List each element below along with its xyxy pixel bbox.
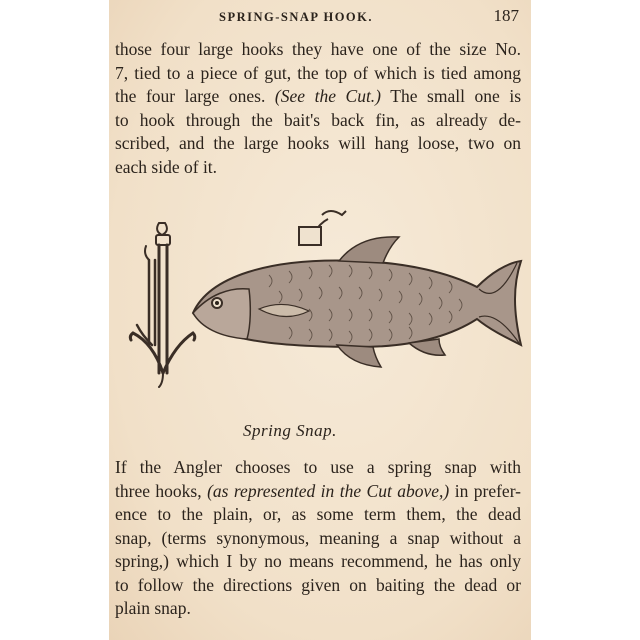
text-line	[115, 85, 521, 109]
paragraph-2	[115, 456, 521, 621]
text-line: scribed, and the large hooks will hang loose, two on	[115, 133, 521, 153]
text-line: 7, tied to a piece of gut, the top of which is tied among	[115, 62, 521, 83]
running-head: SPRING-SNAP HOOK.	[219, 10, 373, 24]
text-line: ence to the plain, or, as some term them, the dead	[115, 504, 521, 524]
page-number: 187	[493, 6, 519, 25]
italic-reference: (as represented in the Cut above,)	[207, 480, 450, 501]
italic-reference: (See the Cut.)	[274, 86, 382, 106]
text-segment: the four large ones.	[115, 86, 266, 106]
text-line: plain snap.	[115, 598, 191, 618]
text-line	[115, 480, 521, 504]
book-page	[109, 0, 531, 640]
figure-caption: Spring Snap.	[243, 421, 337, 440]
text-line: spring,) which I by no means recommend, he has only	[115, 551, 521, 571]
text-segment: in prefer-	[454, 480, 522, 501]
text-line: to follow the directions given on baiting the dead or	[115, 574, 521, 595]
page-header	[109, 6, 531, 28]
text-line: snap, (terms synonymous, meaning a snap without a	[115, 527, 521, 548]
text-segment: The small one is	[390, 86, 522, 106]
text-line: If the Angler chooses to use a spring snap with	[115, 457, 521, 477]
text-line: those four large hooks they have one of the size No.	[115, 39, 521, 59]
text-line: each side of it.	[115, 156, 218, 177]
paragraph-1	[115, 38, 521, 179]
text-segment: three hooks,	[115, 480, 202, 501]
spring-snap-illustration	[109, 205, 531, 420]
text-line: to hook through the bait's back fin, as already de-	[115, 109, 521, 130]
baited-fish-icon	[193, 211, 521, 367]
treble-hook-icon	[130, 223, 194, 387]
